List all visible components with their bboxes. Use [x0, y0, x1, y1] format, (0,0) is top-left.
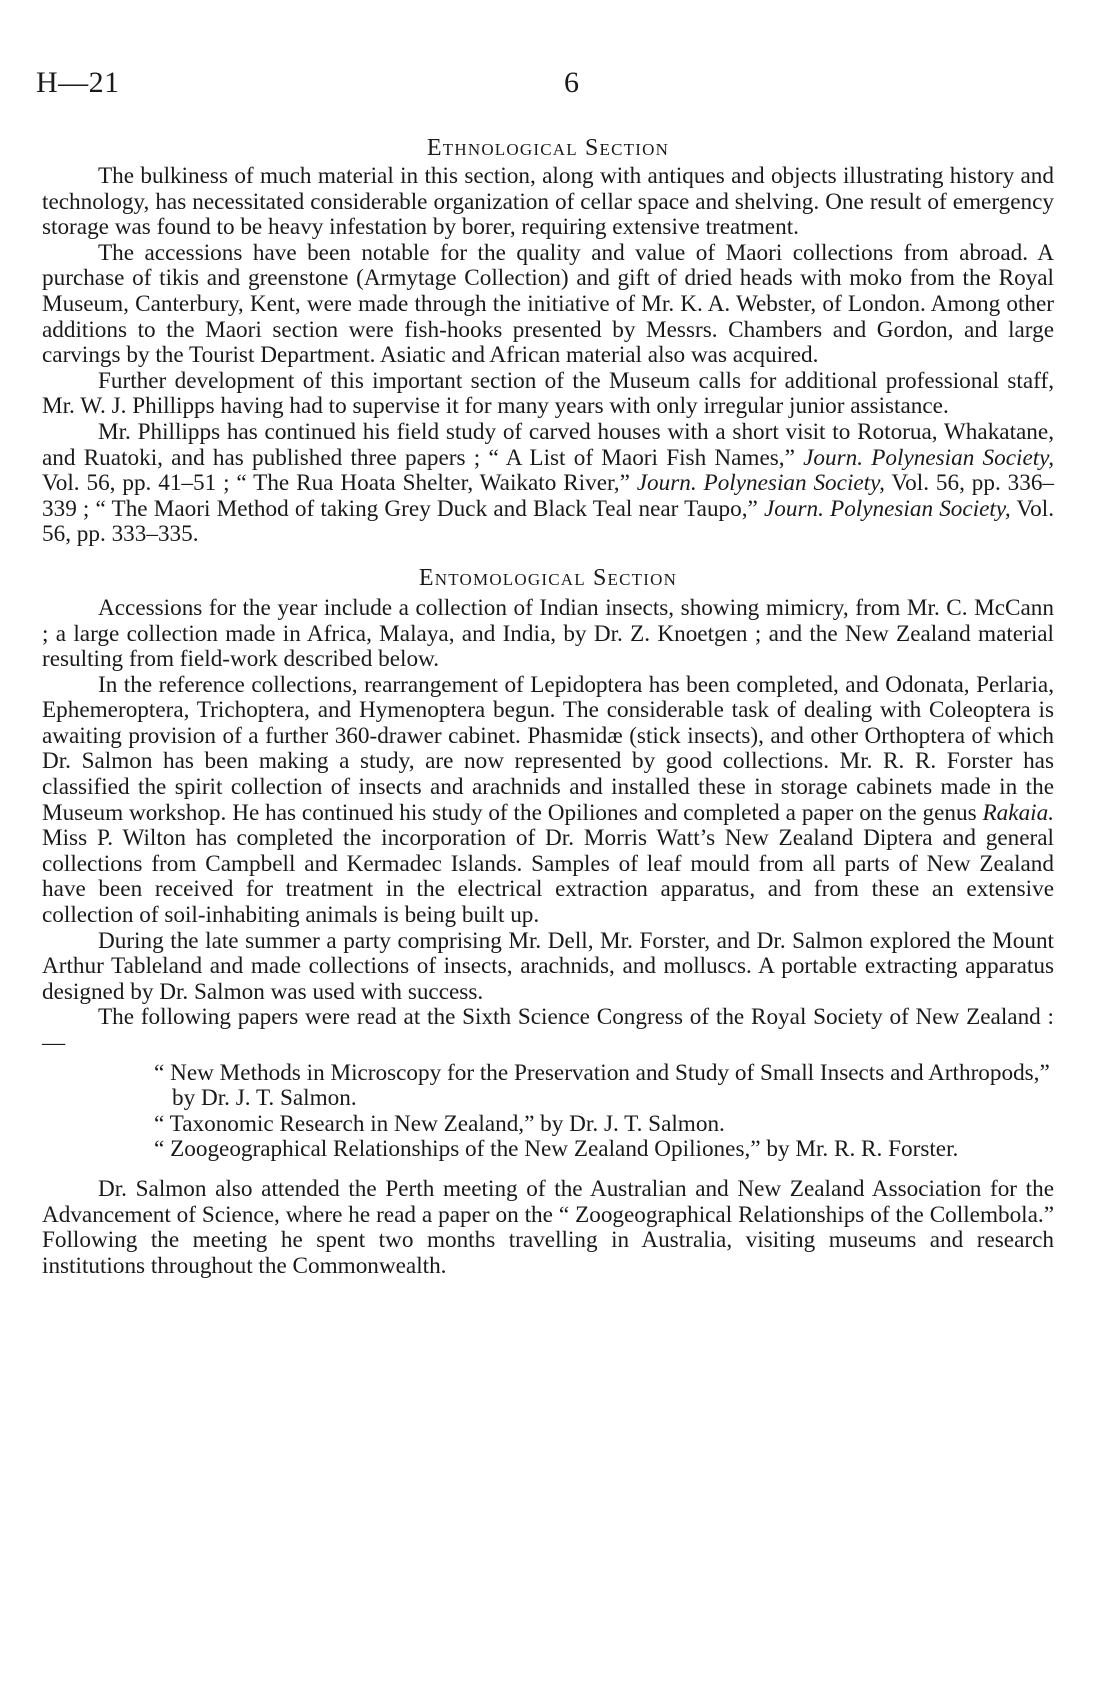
paper-list-item: “ Taxonomic Research in New Zealand,” by Dr. J. T. Salmon. [154, 1110, 725, 1137]
entomological-section-heading: Entomological Section [418, 564, 678, 591]
page-number: 6 [564, 66, 579, 99]
entomological-paragraph-5: Dr. Salmon also attended the Perth meeting of the Australian and New Zealand Association for the Advancement of Science, where he read a paper on the “ Zoogeographical Relationships of the Collembola.” Following the meeting he spent two months travelling in Australia, visiting museums and research institutions throughout the Commonwealth. [42, 1175, 1054, 1279]
journal-title: Journ. Polynesian Society, [763, 495, 1011, 522]
running-head [36, 66, 1056, 106]
ethnological-section-heading: Ethnological Section [426, 135, 670, 161]
ethnological-paragraph-1: The bulkiness of much material in this section, along with antiques and objects illustrating history and technology, has necessitated considerable organization of cellar space and shelving. One result of emergency storage was found to be heavy infestation by borer, requiring extensive treatment. [42, 163, 1054, 241]
paragraph-text: Vol. 56, pp. 333–335. [42, 495, 1055, 548]
ethnological-paragraph-4 [42, 420, 1054, 548]
paragraph-text: In the reference collections, rearrangement of Lepidoptera has been completed, and Odonata, Perlaria, Ephemeroptera, Trichoptera, and Hymenoptera begun. The considerable task of dealing with Coleoptera is awaiting provision of a further 360-drawer cabinet. Phasmidæ (stick insects), and other Orthoptera of which Dr. Salmon has been making a study, are now represented by good collections. Mr. R. R. Forster has classified the spirit collection of insects and arachnids and installed these in storage cabinets made in the Museum workshop. He has continued his study of the Opiliones and completed a paper on the genus [42, 671, 1054, 826]
entomological-paragraph-3: During the late summer a party comprising Mr. Dell, Mr. Forster, and Dr. Salmon explored the Mount Arthur Tableland and made collections of insects, arachnids, and molluscs. A portable extracting apparatus designed by Dr. Salmon was used with success. [42, 927, 1054, 1005]
paragraph-text: Miss P. Wilton has completed the incorporation of Dr. Morris Watt’s New Zealand Diptera and general collections from Campbell and Kermadec Islands. Samples of leaf mould from all parts of New Zealand have been received for treatment in the electrical extraction apparatus, and from these an extensive collection of soil-inhabiting animals is being built up. [42, 825, 1054, 929]
ethnological-paragraph-3: Further development of this important section of the Museum calls for additional professional staff, Mr. W. J. Phillipps having had to supervise it for many years with only irregular junior assistance. [42, 367, 1054, 420]
paragraph-text: Mr. Phillipps has continued his field study of carved houses with a short visit to Rotorua, Whakatane, and Ruatoki, and has published three papers ; “ A List of Maori Fish Names,” [42, 418, 1054, 471]
paragraph-text: Vol. 56, pp. 336–339 ; “ The Maori Method of taking Grey Duck and Black Teal near Taupo,” [42, 470, 1055, 522]
journal-title: Journ. Polynesian Society, [803, 444, 1054, 471]
page-reference: H—21 [36, 66, 120, 99]
paper-list-item: “ New Methods in Microscopy for the Preservation and Study of Small Insects and Arthropods,” by Dr. J. T. Salmon. [154, 1059, 1050, 1112]
journal-title: Journ. Polynesian Society, [636, 470, 885, 497]
genus-name: Rakaia. [982, 799, 1054, 826]
entomological-paragraph-2 [42, 673, 1054, 929]
body-text [42, 134, 1054, 1279]
paper-list-item: “ Zoogeographical Relationships of the New Zealand Opiliones,” by Mr. R. R. Forster. [154, 1136, 959, 1163]
entomological-paragraph-4: The following papers were read at the Sixth Science Congress of the Royal Society of New Zealand :— [42, 1004, 1054, 1056]
paragraph-text: Vol. 56, pp. 41–51 ; “ The Rua Hoata Shelter, Waikato River,” [42, 470, 637, 497]
ethnological-paragraph-2: The accessions have been notable for the quality and value of Maori collections from abroad. A purchase of tikis and greenstone (Armytage Collection) and gift of dried heads with moko from the Royal Museum, Canterbury, Kent, were made through the initiative of Mr. K. A. Webster, of London. Among other additions to the Maori section were fish-hooks presented by Messrs. Chambers and Gordon, and large carvings by the Tourist Department. Asiatic and African material also was acquired. [42, 239, 1054, 369]
papers-list [42, 1061, 1054, 1163]
entomological-paragraph-1: Accessions for the year include a collection of Indian insects, showing mimicry, from Mr. C. McCann ; a large collection made in Africa, Malaya, and India, by Dr. Z. Knoetgen ; and the New Zealand material resulting from field-work described below. [42, 594, 1054, 673]
